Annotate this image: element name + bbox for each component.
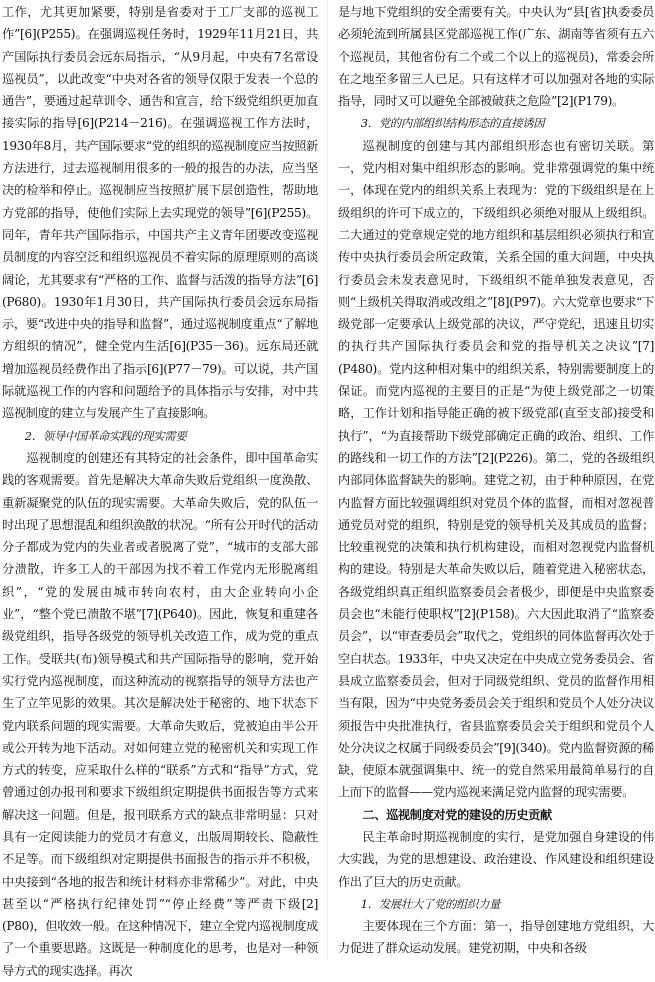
right-paragraph-4: 主要体现在三个方面：第一，指导创建地方党组织，大力促进了群众运动发展。建党初期，中央和各级	[338, 919, 654, 956]
subsection-heading-3: 3．党的内部组织结构形态的直接诱因	[360, 116, 545, 131]
subsection-heading-1: 1．发展壮大了党的组织力量	[360, 896, 501, 911]
right-paragraph-2: 巡视制度的创建与其内部组织形态也有密切关联。第一，党内相对集中组织形态的影响。党非常强调党的集中统一，体现在党内的组织关系上表现为：党的下级组织是在上级组织的许可下成立的，下级组织必须绝对服从上级组织。二大通过的党章规定党的地方组织和基层组织必须执行和宣传中央执行委员会所定政策，关系全国的重大问题，中央执行委员会未发表意见时，下级组织不能单独发表意见，否则“上级机关得取消或改组之”[8](P97)。六大党章也要求“下级党部一定要承认上级党部的决议，严守党纪，迅速且切实的执行共产国际执行委员会和党的指导机关之决议”[7](P480)。党内这种相对集中的组织关系，特别需要制度上的保证。而党内巡视的主要目的正是“为使上级党部之一切策略，工作计划和指导能正确的被下级党部(直至支部)接受和执行”，“为直接帮助下级党部确定正确的政治、组织、工作的路线和一切工作的方法”[2](P226)。第二，党的各级组织内部同体监督缺失的影响。建党之初，由于种种原因，在党内监督方面比较强调组织对党员个体的监督，而相对忽视普通党员对党的组织，特别是党的领导机关及其成员的监督；比较重视党的决策和执行机构建设，而相对忽视党内监督机构的建设。特别是大革命失败以后，随着党进入秘密状态，各级党组织真正组织监察委员会者极少，即便是中央监察委员会也“未能行使职权”[2](P158)。六大因此取消了“监察委员会”，以“审查委员会”取代之，党组织的同体监督再次处于空白状态。1933年，中央又决定在中央成立党务委员会、省县成立监察委员会，但对于同级党组织、党员的监督作用相当有限，因为“中央党务委员会关于组织和党员个人处分决议须报告中央批准执行，省县监察委员会关于组织和党员个人处分决议之权属于同级委员会”[9](340)。党内监督资源的稀缺，使原本就强调集中、统一的党自然采用最简单易行的自上而下的监督——党内巡视来满足党内监督的现实需要。	[338, 138, 654, 800]
right-column	[338, 1, 654, 959]
left-paragraph-1: 工作，尤其更加紧要，特别是省委对于工厂支部的巡视工作”[6](P255)。在强调巡视任务时，1929年11月21日，共产国际执行委员会远东局指示，“从9月起，中央有7名常设巡视员”，以此改变“中央对各省的领导仅限于发表一个总的通告”，要通过起草训令、通告和宣言，给下级党组织更加直接实际的指导[6](P214－216)。在强调巡视工作方法时，1930年8月，共产国际要求“党的组织的巡视制度应当按照新方法进行，过去巡视制用很多的一般的报告的办法，应当坚决的检举和停止。巡视制应当按照扩展下层创造性，帮助地方党部的指导，使他们实际上去实现党的领导”[6](P255)。同年，青年共产国际指示，中国共产主义青年团要改变巡视员制度的内容空泛和组织巡视员不着实际的原理原则的高谈阔论，尤其要求有“严格的工作、监督与活泼的指导方法”[6](P680)。1930年1月30日，共产国际执行委员会远东局指示，要“改进中央的指导和监督”，通过巡视制度重点“了解地方组织的情况”，健全党内生活[6](P35－36)。远东局还就增加巡视员经费作出了指示[6](P77－79)。可以说，共产国际就巡视工作的内容和问题给予的具体指示与安排，对中共巡视制度的建立与发展产生了直接影响。	[2, 5, 318, 421]
column-gutter	[327, 0, 328, 960]
right-paragraph-3: 民主革命时期巡视制度的实行，是党加强自身建设的伟大实践，为党的思想建设、政治建设、作风建设和组织建设作出了巨大的历史贡献。	[338, 829, 654, 889]
right-paragraph-1: 是与地下党组织的安全需要有关。中央认为“县[省]执委委员必须轮流到所属县区党部巡视工作(广东、湖南等省须有五六个巡视员，其他省份有二个或二个以上的巡视员)，常委会所在之地至多留三人已足。只有这样才可以加强对各地的实际指导，同时又可以避免全部被破获之危险”[2](P179)。	[338, 5, 654, 109]
left-paragraph-2: 巡视制度的创建还有其特定的社会条件，即中国革命实践的客观需要。首先是解决大革命失败后党组织一度涣散、重新凝聚党的队伍的现实需要。大革命失败后，党的队伍一时出现了思想混乱和组织涣散的状况。“所有公开时代的活动分子都成为党内的失业者或者脱离了党”，“城市的支部大部分溃散，许多工人的干部因为找不着工作党内无形脱离组织”，“党的发展由城市转向农村，由大企业转向小企业”，“整个党已溃散不堪”[7](P640)。因此，恢复和重建各级党组织，指导各级党的领导机关改造工作，成为党的重点工作。受联共(布)领导模式和共产国际指导的影响，党开始实行党内巡视制度，而这种流动的视察指导的领导方法也产生了立竿见影的效果。其次是解决处于秘密的、地下状态下党内联系问题的现实需要。大革命失败后，党被迫由半公开或公开转为地下活动。对如何建立党的秘密机关和实现工作方式的转变，应采取什么样的“联系”方式和“指导”方式，党曾通过创办报刊和要求下级组织定期提供书面报告等方式来解决这一问题。但是，报刊联系方式的缺点非常明显：只对具有一定阅读能力的党员才有意义，出版周期较长、隐蔽性不足等。而下级组织对定期提供书面报告的指示并不积极，中央接到“各地的报告和统计材料亦非常稀少”。对此，中央甚至以“严格执行纪律处罚”“停止经费”等严责下级[2](P80)，但收效一般。在这种情况下，建立全党内巡视制度成了一个重要思路。这既是一种制度化的思考，也是对一种领导方式的现实选择。再次	[2, 450, 318, 978]
subsection-heading-2: 2．领导中国革命实践的现实需要	[24, 428, 187, 443]
left-column	[2, 1, 318, 978]
section-heading-2: 二、巡视制度对党的建设的历史贡献	[362, 807, 552, 822]
